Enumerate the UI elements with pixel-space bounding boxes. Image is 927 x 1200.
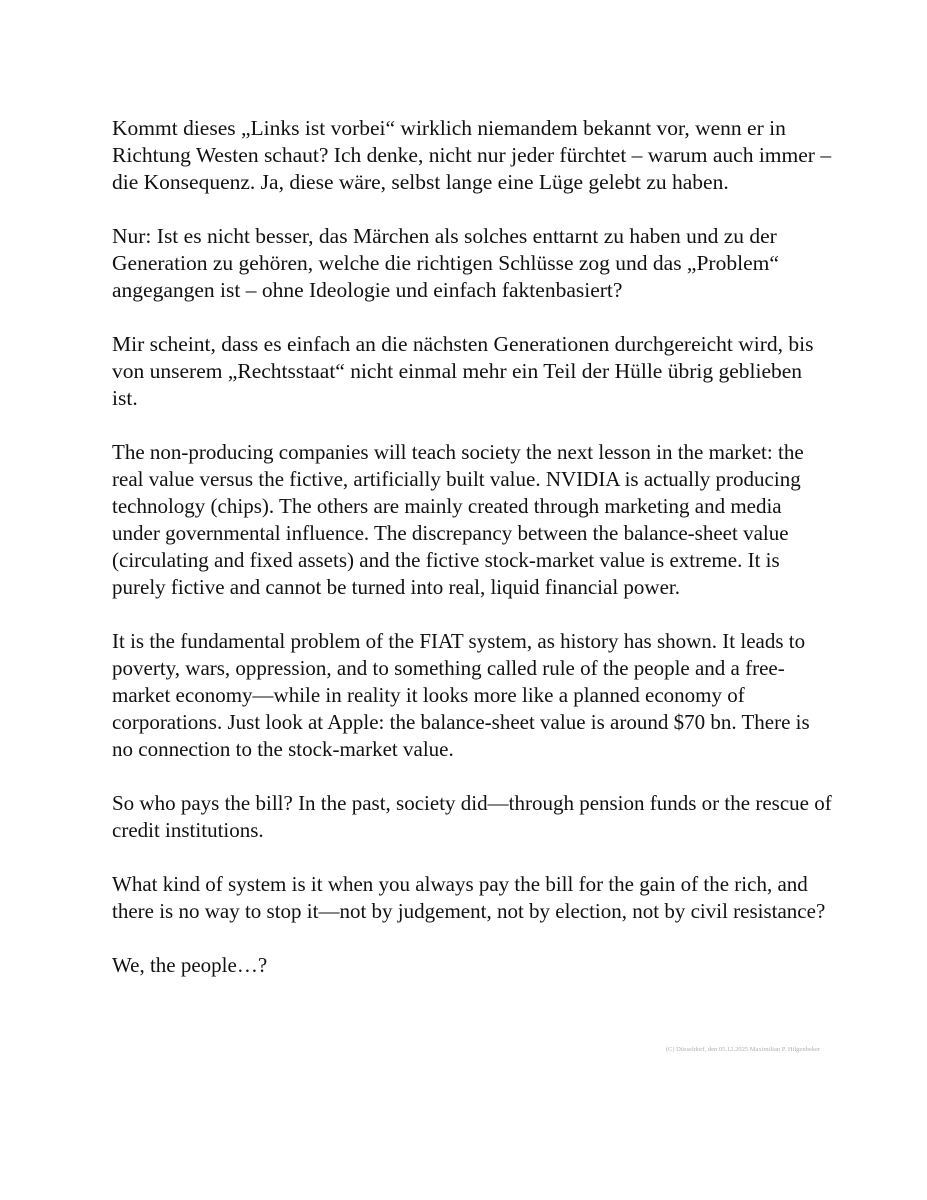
paragraph-4: The non-producing companies will teach society the next lesson in the market: the real value versus the fictive, artificially built value. NVIDIA is actually producing technology (chips). The others are mainly created through marketing and media under governmental influence. The discrepancy between the balance-sheet value (circulating and fixed assets) and the fictive stock-market value is extreme. It is purely fictive and cannot be turned into real, liquid financial power. xyxy=(112,440,804,599)
paragraph-7: What kind of system is it when you always pay the bill for the gain of the rich, and there is no way to stop it—not by judgement, not by election, not by civil resistance? xyxy=(112,872,826,923)
paragraph-1: Kommt dieses „Links ist vorbei“ wirklich niemandem bekannt vor, wenn er in Richtung Westen schaut? Ich denke, nicht nur jeder fürchtet – warum auch immer – die Konsequenz. Ja, diese wäre, selbst lange eine Lüge gelebt zu haben. xyxy=(112,116,832,194)
paragraph-6: So who pays the bill? In the past, society did—through pension funds or the rescue of credit institutions. xyxy=(112,791,832,842)
paragraph-8: We, the people…? xyxy=(112,953,268,977)
paragraph-5: It is the fundamental problem of the FIAT system, as history has shown. It leads to poverty, wars, oppression, and to something called rule of the people and a free-market economy—while in reality it looks more like a planned economy of corporations. Just look at Apple: the balance-sheet value is around $70 bn. There is no connection to the stock-market value. xyxy=(112,629,810,761)
footer-copyright: (C) Düsseldorf, den 05.12.2025 Maximilian P. Hilgenbeker xyxy=(665,1046,820,1053)
document-body xyxy=(112,115,832,1006)
paragraph-2: Nur: Ist es nicht besser, das Märchen als solches enttarnt zu haben und zu der Generation zu gehören, welche die richtigen Schlüsse zog und das „Problem“ angegangen ist – ohne Ideologie und einfach faktenbasiert? xyxy=(112,224,779,302)
paragraph-3: Mir scheint, dass es einfach an die nächsten Generationen durchgereicht wird, bis von unserem „Rechtsstaat“ nicht einmal mehr ein Teil der Hülle übrig geblieben ist. xyxy=(112,332,814,410)
